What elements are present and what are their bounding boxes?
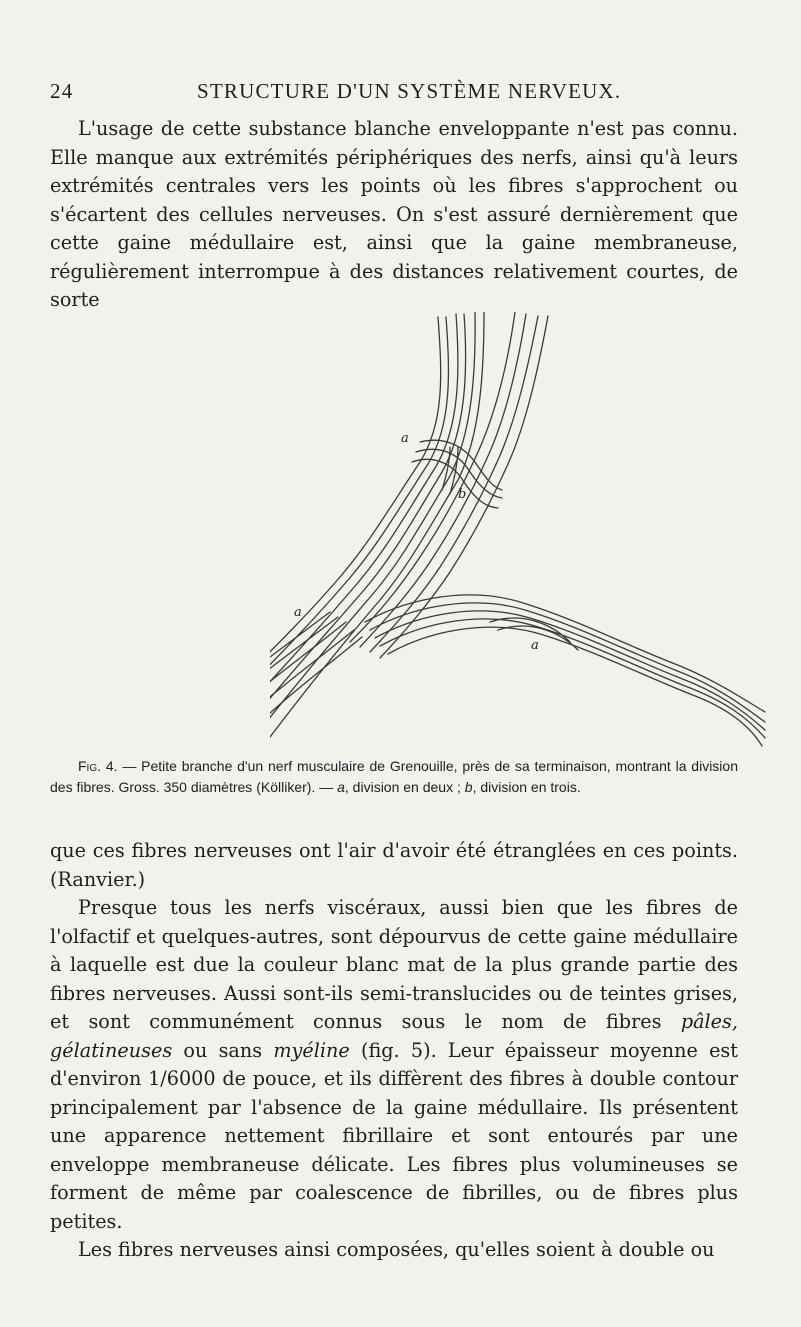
caption-fig-label: Fig. 4. bbox=[78, 758, 118, 774]
page-number: 24 bbox=[50, 79, 74, 103]
body-text-bottom bbox=[50, 837, 738, 1265]
paragraph-3 bbox=[50, 894, 738, 1236]
caption-text: — Petite branche d'un nerf musculaire de Grenouille, près de sa terminaison, montrant la division des fibres. Gross. 350 diamètres (Kölliker). — bbox=[50, 758, 738, 795]
paragraph-3-italic-1: pâles, gélatineuses bbox=[50, 1010, 738, 1062]
paragraph-4: Les fibres nerveuses ainsi composées, qu'elles soient à double ou bbox=[78, 1238, 715, 1261]
body-text-top bbox=[50, 115, 738, 315]
fig-label-a-upper: a bbox=[401, 431, 409, 446]
nerve-fiber-illustration bbox=[270, 312, 770, 752]
upper-fiber-bundle bbox=[270, 312, 548, 737]
caption-b-letter: b bbox=[464, 778, 473, 795]
figure-caption bbox=[50, 756, 738, 797]
branch-b-fibers bbox=[412, 440, 502, 508]
running-head bbox=[50, 79, 745, 109]
fig-label-b: b bbox=[458, 487, 467, 502]
running-title: STRUCTURE D'UN SYSTÈME NERVEUX. bbox=[197, 79, 622, 103]
paragraph-3-part-3: (fig. 5). Leur épaisseur moyenne est d'environ 1/6000 de pouce, et ils diffèrent des fibres à double contour principalement par l'absence de la gaine médullaire. Ils présentent une apparence nettement fibrillaire et sont entourés par une enveloppe membraneuse délicate. Les fibres plus volumineuses se forment de même par coalescence de fibrilles, ou de fibres plus petites. bbox=[50, 1038, 738, 1233]
paragraph-3-part-1: Presque tous les nerfs viscéraux, aussi bien que les fibres de l'olfactif et quelques-autres, sont dépourvus de cette gaine médullaire à laquelle est due la couleur blanc mat de la plus grande partie des fibres nerveuses. Aussi sont-ils semi-translucides ou de teintes grises, et sont communément connus sous le nom de fibres bbox=[50, 896, 738, 1033]
fig-label-a-right: a bbox=[531, 638, 539, 653]
paragraph-1: L'usage de cette substance blanche enveloppante n'est pas connu. Elle manque aux extrémités périphériques des nerfs, ainsi qu'à leurs extrémités centrales vers les points où les fibres s'approchent ou s'écartent des cellules nerveuses. On s'est assuré dernièrement que cette gaine médullaire est, ainsi que la gaine membraneuse, régulièrement interrompue à des distances relativement courtes, de sorte bbox=[50, 117, 738, 311]
fig-label-a-left: a bbox=[294, 605, 302, 620]
paragraph-3-italic-2: myéline bbox=[273, 1038, 350, 1062]
paragraph-2: que ces fibres nerveuses ont l'air d'avoir été étranglées en ces points. (Ranvier.) bbox=[50, 839, 738, 891]
figure-nerve-branch bbox=[270, 312, 770, 752]
caption-b-text: , division en trois. bbox=[472, 778, 581, 795]
caption-a-letter: a bbox=[337, 778, 345, 795]
paragraph-3-part-2: ou sans bbox=[172, 1038, 274, 1062]
caption-a-text: , division en deux ; bbox=[344, 778, 465, 795]
right-fiber-bundle bbox=[365, 595, 765, 746]
